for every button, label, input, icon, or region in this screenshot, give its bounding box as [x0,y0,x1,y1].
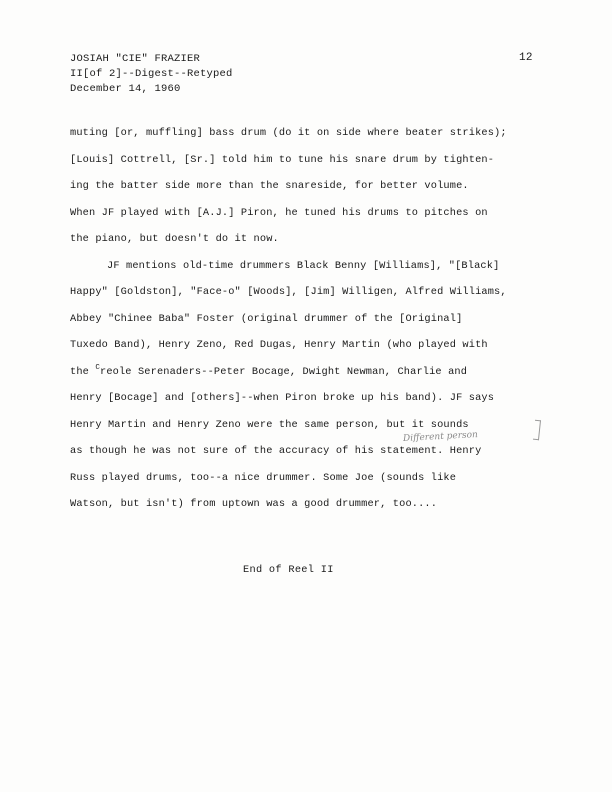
end-of-reel-note: End of Reel II [243,564,334,576]
transcript-line: JF mentions old-time drummers Black Benny [Williams], "[Black] [107,259,500,272]
transcript-line: Tuxedo Band), Henry Zeno, Red Dugas, Henry Martin (who played with [70,339,488,351]
handwritten-annotation: Different person [402,430,479,444]
transcript-line: Happy" [Goldston], "Face-o" [Woods], [Jim] Willigen, Alfred Williams, [70,286,507,298]
transcript-line [70,359,570,386]
line-remainder: reole Serenaders--Peter Bocage, Dwight Newman, Charlie and [99,365,468,378]
transcript-line: Watson, but isn't) from uptown was a good drummer, too.... [70,498,438,510]
transcript-line: the piano, but doesn't do it now. [70,233,279,245]
transcript-line: [Louis] Cottrell, [Sr.] told him to tune his snare drum by tighten- [70,153,495,166]
document-header [70,52,233,97]
transcript-line: ing the batter side more than the snareside, for better volume. [70,180,469,192]
interview-date: December 14, 1960 [70,83,181,95]
transcript-body [70,120,570,518]
transcript-line: Russ played drums, too--a nice drummer. Some Joe (sounds like [70,471,457,484]
page-number: 12 [519,52,533,64]
reel-info: II[of 2]--Digest--Retyped [70,68,233,80]
transcript-line: Henry [Bocage] and [others]--when Piron broke up his band). JF says [70,392,495,404]
transcript-line: muting [or, muffling] bass drum (do it on side where beater strikes); [70,127,507,139]
transcript-line: Abbey "Chinee Baba" Foster (original drummer of the [Original] [70,312,463,325]
transcript-line: as though he was not sure of the accuracy of his statement. Henry [70,445,482,457]
line-prefix: the [70,365,96,378]
interviewee-name: JOSIAH "CIE" FRAZIER [70,53,201,65]
transcript-line: Henry Martin and Henry Zeno were the same person, but it sounds [70,418,469,431]
superscript-correction: C [95,363,100,372]
transcript-line: When JF played with [A.J.] Piron, he tuned his drums to pitches on [70,206,488,219]
